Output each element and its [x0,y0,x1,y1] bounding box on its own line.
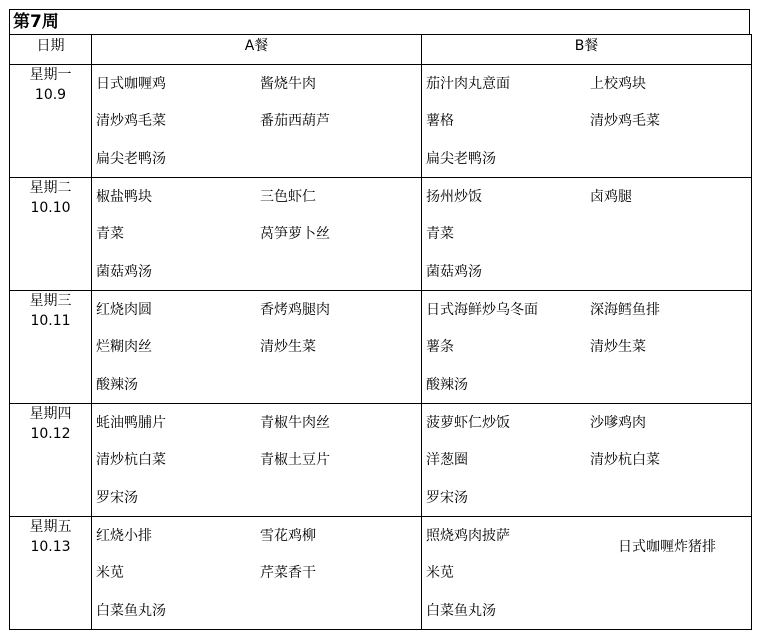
b-meal-cell [422,65,752,178]
b-dish: 上校鸡块 [590,76,646,92]
b-dish: 菠萝虾仁炒饭 [426,415,510,431]
a-meal-cell [92,404,422,517]
b-dish: 罗宋汤 [426,490,468,506]
header-row [10,35,752,65]
date-label: 10.12 [30,426,71,442]
a-dish: 青椒牛肉丝 [260,415,330,431]
b-meal-header: B餐 [422,35,752,65]
day-cell [10,517,92,630]
menu-table [9,34,752,630]
a-meal-cell [92,291,422,404]
day-cell [10,291,92,404]
a-meal-cell [92,65,422,178]
menu-sheet [9,9,751,630]
day-row [10,65,752,178]
a-dish: 雪花鸡柳 [260,528,316,544]
a-dish: 蚝油鸭脯片 [96,415,166,431]
day-row [10,517,752,630]
b-dish: 菌菇鸡汤 [426,264,482,280]
day-row [10,291,752,404]
weekday-label: 星期一 [29,67,72,83]
a-meal-header: A餐 [92,35,422,65]
b-dish: 日式海鲜炒乌冬面 [426,302,538,318]
a-dish: 日式咖喱鸡 [96,76,166,92]
a-dish: 青菜 [96,226,124,242]
b-dish: 清炒杭白菜 [590,452,660,468]
a-dish: 清炒生菜 [260,339,316,355]
b-dish: 薯条 [426,339,454,355]
a-dish: 菌菇鸡汤 [96,264,152,280]
week-title: 第7周 [9,9,750,34]
date-label: 10.13 [30,539,71,555]
a-meal-cell [92,517,422,630]
b-dish: 青菜 [426,226,454,242]
day-row [10,178,752,291]
a-dish: 酸辣汤 [96,377,138,393]
b-dish: 白菜鱼丸汤 [426,603,496,619]
weekday-label: 星期三 [29,293,72,309]
a-dish: 白菜鱼丸汤 [96,603,166,619]
b-dish: 茄汁肉丸意面 [426,76,510,92]
weekday-label: 星期五 [29,519,72,535]
a-dish: 青椒土豆片 [260,452,330,468]
b-meal-cell [422,517,752,630]
day-cell [10,178,92,291]
b-dish: 洋葱圈 [426,452,468,468]
a-dish: 罗宋汤 [96,490,138,506]
a-dish: 扁尖老鸭汤 [96,151,166,167]
date-label: 10.9 [34,87,67,103]
date-label: 10.10 [30,200,71,216]
b-special-dish: 日式咖喱炸猪排 [618,539,716,555]
b-dish: 米苋 [426,565,454,581]
b-dish: 扁尖老鸭汤 [426,151,496,167]
b-dish: 薯格 [426,113,454,129]
a-dish: 番茄西葫芦 [260,113,330,129]
a-dish: 椒盐鸭块 [96,189,152,205]
b-dish: 沙嗲鸡肉 [590,415,646,431]
date-label: 10.11 [30,313,71,329]
a-dish: 香烤鸡腿肉 [260,302,330,318]
a-dish: 酱烧牛肉 [260,76,316,92]
a-dish: 烂糊肉丝 [96,339,152,355]
b-dish: 深海鳕鱼排 [590,302,660,318]
a-dish: 三色虾仁 [260,189,316,205]
day-cell [10,404,92,517]
a-dish: 芹菜香干 [260,565,316,581]
b-dish: 扬州炒饭 [426,189,482,205]
date-header: 日期 [10,35,92,65]
a-dish: 红烧小排 [96,528,152,544]
a-dish: 清炒鸡毛菜 [96,113,166,129]
weekday-label: 星期二 [29,180,72,196]
weekday-label: 星期四 [29,406,72,422]
a-dish: 清炒杭白菜 [96,452,166,468]
b-dish: 酸辣汤 [426,377,468,393]
b-dish: 清炒鸡毛菜 [590,113,660,129]
a-dish: 红烧肉圆 [96,302,152,318]
a-dish: 米苋 [96,565,124,581]
b-meal-cell [422,404,752,517]
b-dish: 卤鸡腿 [590,189,632,205]
day-cell [10,65,92,178]
day-row [10,404,752,517]
b-dish: 照烧鸡肉披萨 [426,528,510,544]
b-meal-cell [422,291,752,404]
a-meal-cell [92,178,422,291]
b-meal-cell [422,178,752,291]
b-dish: 清炒生菜 [590,339,646,355]
a-dish: 莴笋萝卜丝 [260,226,330,242]
